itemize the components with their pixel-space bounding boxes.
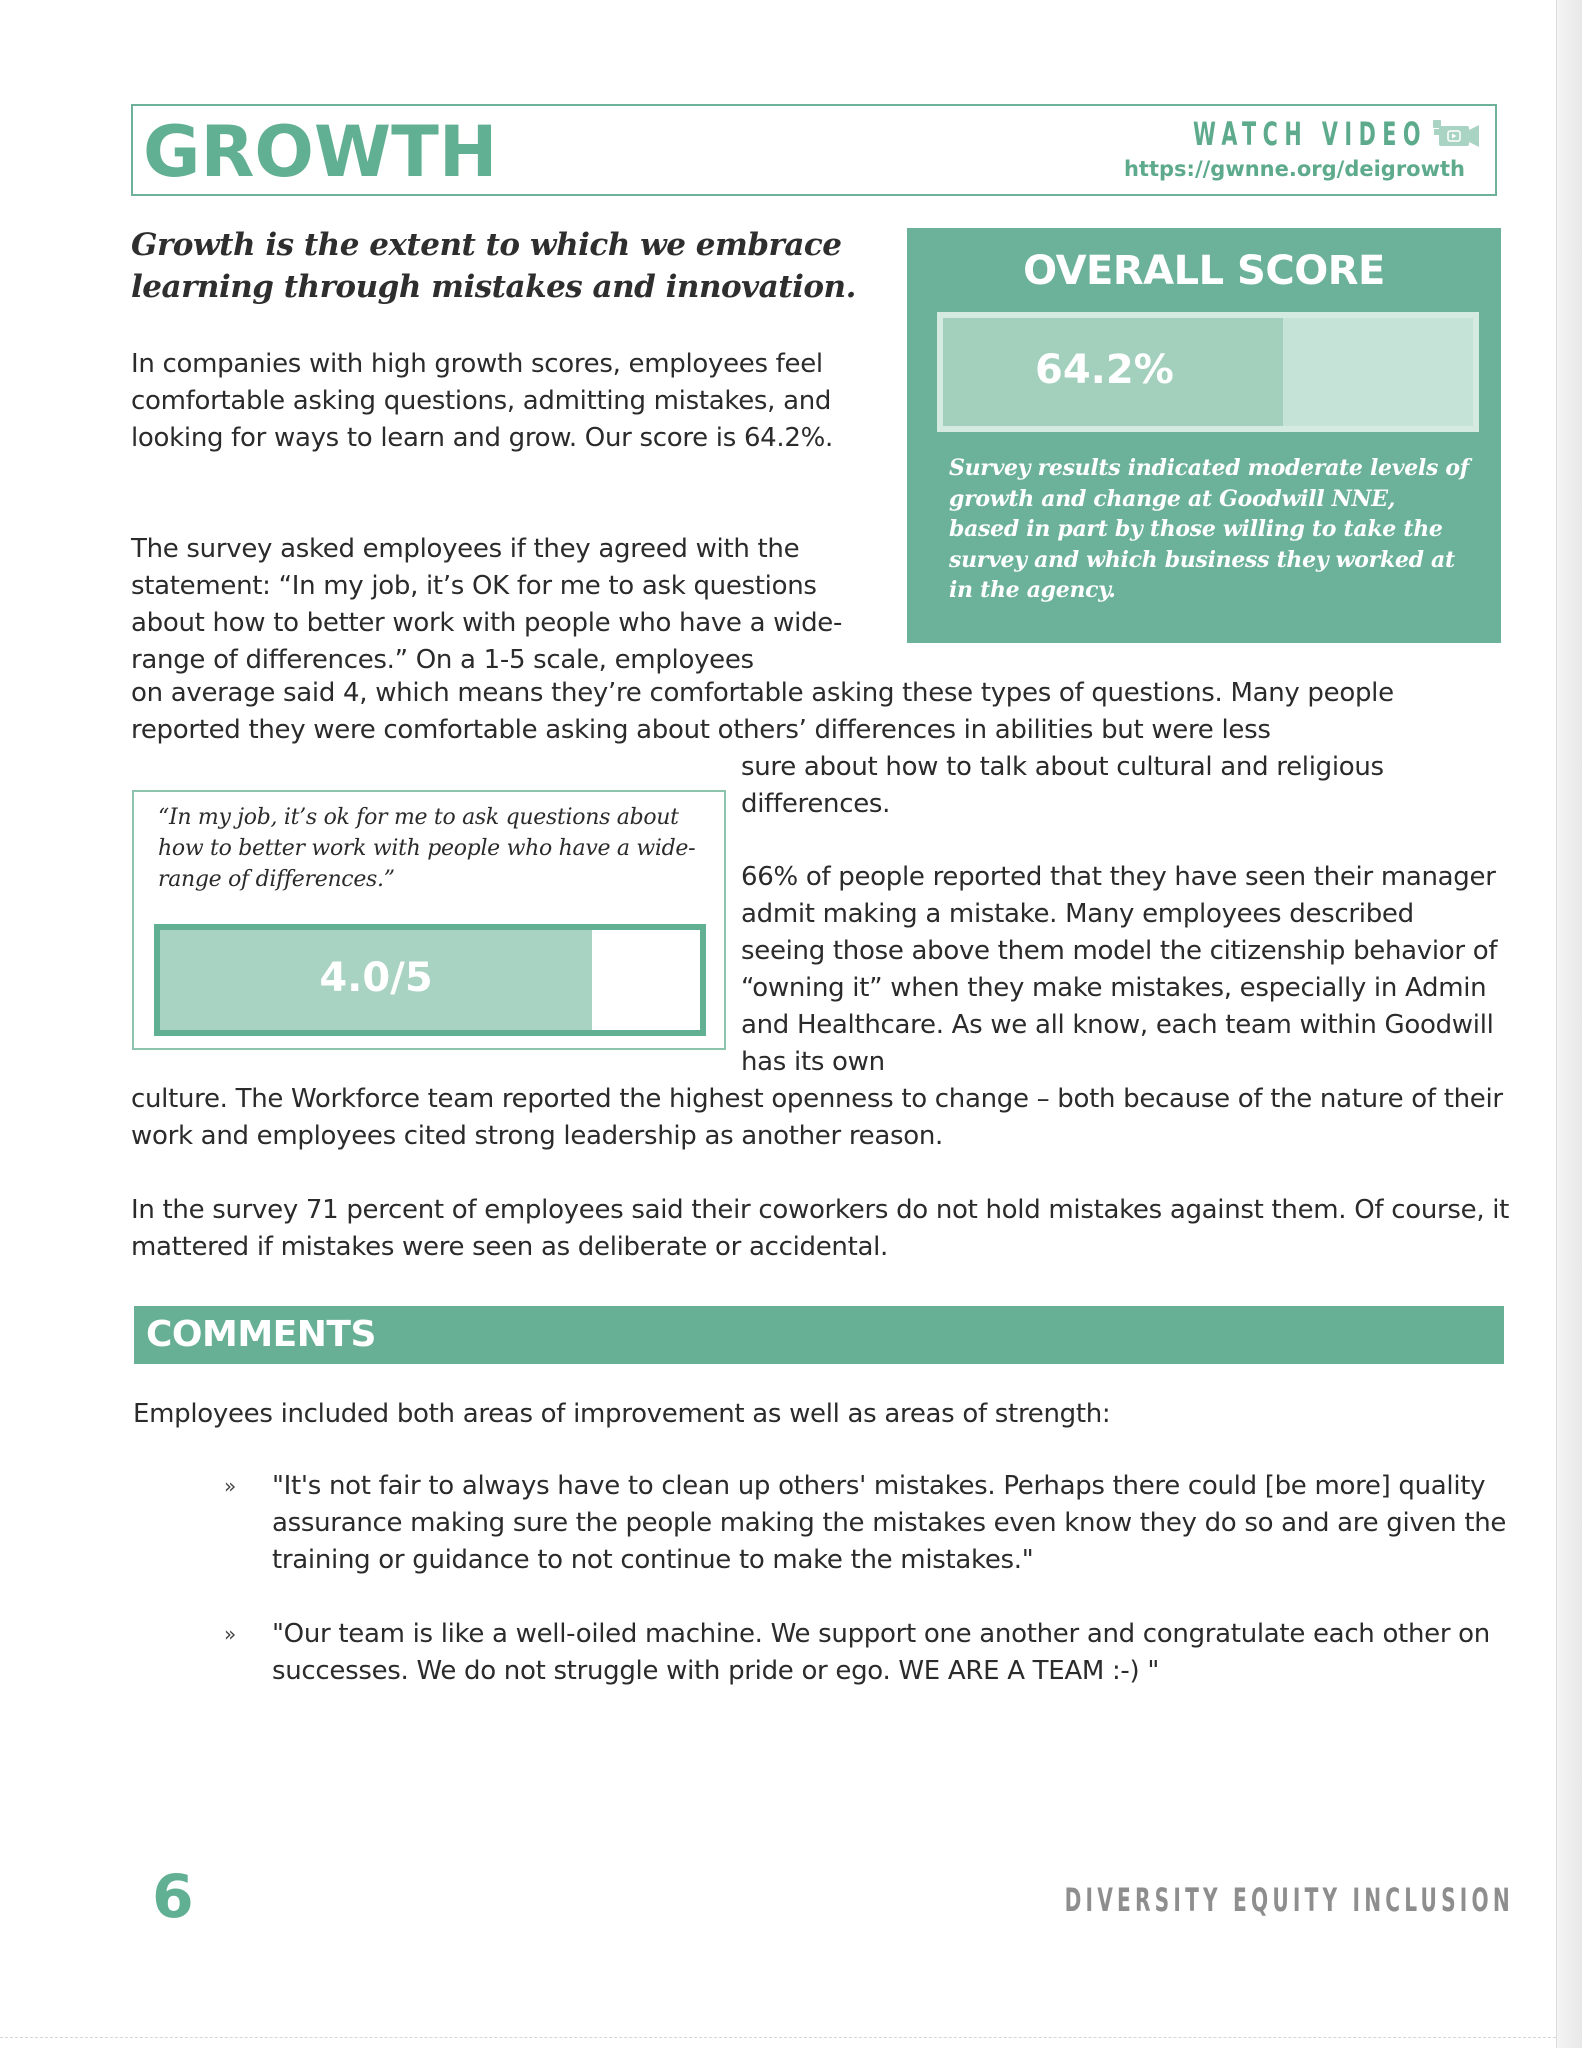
paragraph-team-culture: culture. The Workforce team reported the highest openness to change – both because of the nature of their work and employees cited strong leadership as another reason. <box>131 1084 1503 1151</box>
overall-score-title: OVERALL SCORE <box>1023 248 1385 294</box>
page-bottom-edge <box>0 2037 1556 2038</box>
question-score-box <box>132 790 726 1050</box>
footer-brand: DIVERSITY EQUITY INCLUSION <box>1064 1881 1514 1919</box>
paragraph-survey-question: The survey asked employees if they agreed with the statement: “In my job, it’s OK for me to ask questions about how to better work with people who have a wide-range of differences.” On a 1-5 scale, employees <box>131 534 843 675</box>
comments-title: COMMENTS <box>146 1314 376 1355</box>
paragraph-coworkers: In the survey 71 percent of employees said their coworkers do not hold mistakes against them. Of course, it mattered if mistakes were seen as deliberate or accidental. <box>131 1195 1510 1262</box>
overall-score-bar <box>937 312 1479 432</box>
watch-video-label[interactable]: WATCH VIDEO <box>1192 115 1427 153</box>
comments-intro: Employees included both areas of improvement as well as areas of strength: <box>133 1399 1111 1429</box>
video-camera-icon[interactable] <box>1431 118 1481 150</box>
section-lead: Growth is the extent to which we embrace learning through mistakes and innovation. <box>131 227 856 305</box>
comment-text: "Our team is like a well-oiled machine. We support one another and congratulate each other on successes. We do not struggle with pride or ego. WE ARE A TEAM :-) " <box>272 1619 1490 1686</box>
overall-score-panel <box>907 228 1501 643</box>
paragraph-survey-result-cont: sure about how to talk about cultural and religious differences. <box>741 752 1384 819</box>
overall-score-note: Survey results indicated moderate levels of growth and change at Goodwill NNE, based in part by those willing to take the survey and which business they worked at in the agency. <box>949 455 1469 603</box>
page-number: 6 <box>152 1862 194 1932</box>
video-url-link[interactable]: https://gwnne.org/deigrowth <box>1123 157 1465 181</box>
page-edge <box>1556 0 1582 2048</box>
bullet-chevron-icon: » <box>224 1622 237 1646</box>
paragraph-intro: In companies with high growth scores, employees feel comfortable asking questions, admitting mistakes, and looking for ways to learn and grow. Our score is 64.2%. <box>131 349 834 453</box>
bullet-chevron-icon: » <box>224 1474 237 1498</box>
page-header <box>131 104 1497 196</box>
overall-score-value: 64.2% <box>1035 347 1174 393</box>
comments-banner <box>134 1306 1504 1364</box>
paragraph-survey-result: on average said 4, which means they’re comfortable asking these types of questions. Many people reported they were comfortable asking about others’ differences in abilities but were less <box>131 678 1394 745</box>
question-quote: “In my job, it’s ok for me to ask questions about how to better work with people who have a wide-range of differences.” <box>158 805 696 892</box>
question-score-bar <box>154 924 706 1036</box>
paragraph-manager-mistakes: 66% of people reported that they have seen their manager admit making a mistake. Many employees described seeing those above them model the citizenship behavior of “owning it” when they make mistakes, especially in Admin and Healthcare. As we all know, each team within Goodwill has its own <box>741 862 1498 1077</box>
question-score-value: 4.0/5 <box>319 955 433 1001</box>
page-title: GROWTH <box>143 111 498 193</box>
comment-text: "It's not fair to always have to clean up others' mistakes. Perhaps there could [be more] quality assurance making sure the people making the mistakes even know they do so and are given the training or guidance to not continue to make the mistakes." <box>272 1471 1507 1575</box>
